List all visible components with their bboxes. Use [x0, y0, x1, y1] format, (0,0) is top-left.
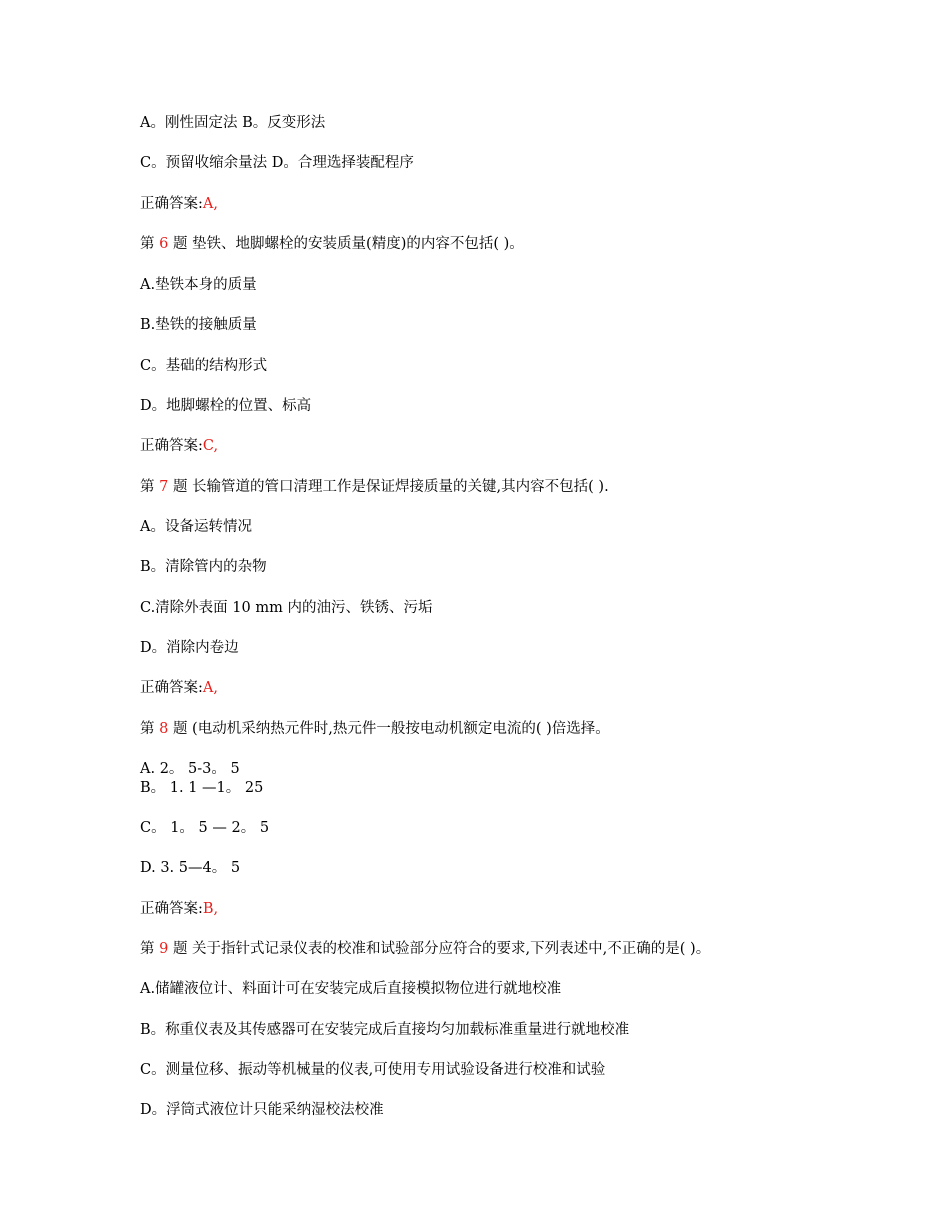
q7-option-a: A。设备运转情况	[140, 519, 252, 535]
question-text: 题 (电动机采纳热元件时,热元件一般按电动机额定电流的( )倍选择。	[168, 721, 610, 737]
q9-option-d: D。浮筒式液位计只能采纳湿校法校准	[140, 1102, 384, 1118]
q7-question	[140, 478, 609, 496]
q5-options-cd: C。预留收缩余量法 D。合理选择装配程序	[140, 155, 414, 171]
question-number: 9	[159, 941, 169, 957]
q6-option-d: D。地脚螺栓的位置、标高	[140, 398, 312, 414]
q8-option-d: D. 3. 5—4。 5	[140, 860, 241, 876]
answer-value: B,	[202, 901, 219, 917]
q6-option-a: A.垫铁本身的质量	[140, 277, 257, 293]
answer-value: C,	[202, 438, 219, 454]
question-prefix: 第	[140, 721, 160, 737]
q8-option-c: C。 1。 5 — 2。 5	[140, 820, 270, 836]
q6-answer	[140, 437, 218, 455]
q5-answer	[140, 195, 218, 213]
answer-label: 正确答案:	[140, 901, 203, 917]
q7-answer	[140, 679, 218, 697]
q6-option-b: B.垫铁的接触质量	[140, 317, 257, 333]
question-prefix: 第	[140, 236, 160, 252]
question-text: 题 长输管道的管口清理工作是保证焊接质量的关键,其内容不包括( ).	[168, 479, 609, 495]
q9-option-a: A.储罐液位计、料面计可在安装完成后直接模拟物位进行就地校准	[140, 981, 562, 997]
answer-value: A,	[202, 680, 218, 696]
question-number: 7	[159, 479, 169, 495]
q8-question	[140, 720, 610, 738]
q7-option-c: C.清除外表面 10 mm 内的油污、铁锈、污垢	[140, 600, 433, 616]
q7-option-d: D。消除内卷边	[140, 640, 239, 656]
question-number: 6	[159, 236, 169, 252]
q6-question	[140, 235, 524, 253]
q8-answer	[140, 900, 218, 918]
answer-label: 正确答案:	[140, 196, 203, 212]
q9-option-c: C。测量位移、振动等机械量的仪表,可使用专用试验设备进行校准和试验	[140, 1062, 606, 1078]
question-number: 8	[159, 721, 169, 737]
question-text: 题 垫铁、地脚螺栓的安装质量(精度)的内容不包括( )。	[168, 236, 524, 252]
q5-options-ab: A。刚性固定法 B。反变形法	[140, 115, 326, 131]
answer-value: A,	[202, 196, 218, 212]
question-text: 题 关于指针式记录仪表的校准和试验部分应符合的要求,下列表述中,不正确的是( )。	[168, 941, 711, 957]
q8-option-a: A. 2。 5-3。 5	[140, 761, 240, 777]
answer-label: 正确答案:	[140, 680, 203, 696]
question-prefix: 第	[140, 941, 160, 957]
q8-option-b: B。 1. 1 —1。 25	[140, 780, 264, 796]
q9-question	[140, 940, 710, 958]
q6-option-c: C。基础的结构形式	[140, 358, 268, 374]
q7-option-b: B。清除管内的杂物	[140, 559, 267, 575]
answer-label: 正确答案:	[140, 438, 203, 454]
q9-option-b: B。称重仪表及其传感器可在安装完成后直接均匀加载标准重量进行就地校准	[140, 1022, 630, 1038]
question-prefix: 第	[140, 479, 160, 495]
